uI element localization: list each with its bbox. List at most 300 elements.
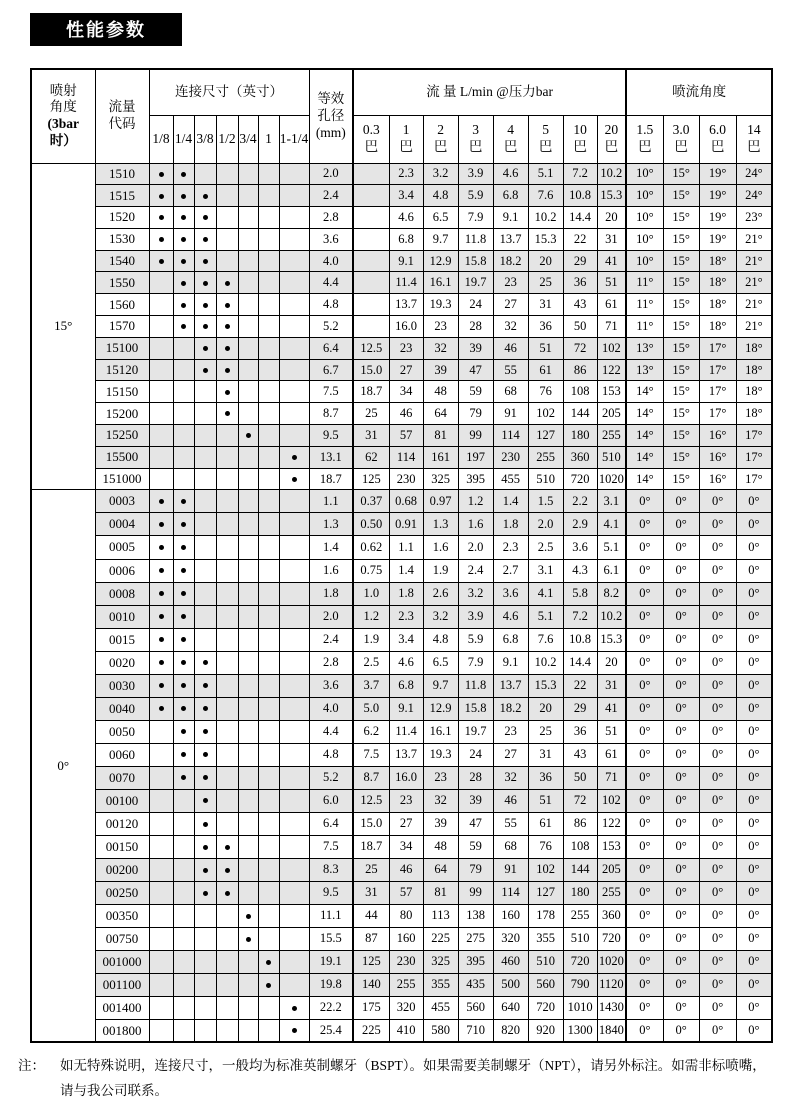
size-dot-cell — [173, 468, 194, 490]
angle-value-cell: 0° — [736, 973, 772, 996]
flow-value-cell: 1.9 — [423, 559, 458, 582]
size-dot-cell — [173, 973, 194, 996]
size-dot-cell — [238, 446, 258, 468]
angle-value-cell: 17° — [699, 403, 736, 425]
flow-value-cell: 1.4 — [389, 559, 423, 582]
size-dot-cell — [258, 381, 279, 403]
size-dot-cell — [238, 207, 258, 229]
orifice-cell: 1.3 — [309, 513, 353, 536]
flow-value-cell: 64 — [423, 403, 458, 425]
size-dot-cell — [149, 881, 173, 904]
flow-value-cell: 4.8 — [423, 185, 458, 207]
flow-value-cell: 255 — [597, 881, 626, 904]
size-dot-cell — [279, 228, 309, 250]
flow-code-cell: 001000 — [95, 950, 149, 973]
flow-code-cell: 15500 — [95, 446, 149, 468]
flow-value-cell: 3.7 — [353, 674, 389, 697]
dot-marker — [225, 281, 230, 286]
size-dot-cell — [258, 490, 279, 513]
size-dot-cell — [279, 359, 309, 381]
size-dot-cell — [238, 294, 258, 316]
size-dot-cell — [279, 163, 309, 185]
flow-value-cell: 7.9 — [458, 651, 493, 674]
size-dot-cell — [238, 766, 258, 789]
angle-value-cell: 0° — [663, 927, 699, 950]
angle-value-cell: 0° — [663, 559, 699, 582]
table-row-15250 — [31, 425, 772, 447]
orifice-cell: 19.8 — [309, 973, 353, 996]
size-dot-cell — [194, 720, 216, 743]
flow-code-cell: 00750 — [95, 927, 149, 950]
size-dot-cell — [258, 403, 279, 425]
angle-value-cell: 10° — [626, 228, 663, 250]
size-dot-cell — [173, 337, 194, 359]
flow-value-cell: 160 — [493, 904, 528, 927]
flow-value-cell: 255 — [597, 425, 626, 447]
size-dot-cell — [258, 513, 279, 536]
flow-code-cell: 0030 — [95, 674, 149, 697]
size-dot-cell — [194, 425, 216, 447]
flow-value-cell: 46 — [389, 403, 423, 425]
flow-value-cell: 2.3 — [389, 163, 423, 185]
flow-value-cell: 10.2 — [597, 163, 626, 185]
dot-marker — [203, 215, 208, 220]
flow-value-cell: 80 — [389, 904, 423, 927]
flow-code-cell: 15120 — [95, 359, 149, 381]
size-dot-cell — [216, 1019, 238, 1042]
flow-value-cell: 16.0 — [389, 316, 423, 338]
flow-value-cell: 6.5 — [423, 207, 458, 229]
flow-value-cell: 102 — [528, 858, 563, 881]
size-dot-cell — [194, 674, 216, 697]
flow-value-cell: 32 — [423, 789, 458, 812]
size-dot-cell — [279, 743, 309, 766]
angle-value-cell: 0° — [699, 996, 736, 1019]
flow-value-cell: 2.6 — [423, 582, 458, 605]
angle-value-cell: 17° — [736, 446, 772, 468]
table-row-0040 — [31, 697, 772, 720]
flow-value-cell: 790 — [563, 973, 597, 996]
angle-value-cell: 15° — [663, 381, 699, 403]
angle-value-cell: 18° — [699, 294, 736, 316]
flow-value-cell: 3.4 — [389, 185, 423, 207]
dot-marker — [203, 775, 208, 780]
flow-value-cell: 51 — [528, 789, 563, 812]
size-dot-cell — [149, 697, 173, 720]
flow-value-cell: 720 — [528, 996, 563, 1019]
orifice-cell: 6.0 — [309, 789, 353, 812]
orifice-cell: 1.8 — [309, 582, 353, 605]
size-dot-cell — [173, 359, 194, 381]
angle-value-cell: 0° — [663, 789, 699, 812]
size-dot-cell — [149, 559, 173, 582]
size-dot-cell — [194, 697, 216, 720]
flow-value-cell: 23 — [423, 766, 458, 789]
dot-marker — [159, 499, 164, 504]
dot-marker — [181, 259, 186, 264]
flow-value-cell: 1300 — [563, 1019, 597, 1042]
size-dot-cell — [258, 605, 279, 628]
flow-value-cell: 3.1 — [528, 559, 563, 582]
size-dot-cell — [173, 950, 194, 973]
size-dot-cell — [194, 927, 216, 950]
flow-value-cell: 7.6 — [528, 185, 563, 207]
flow-code-cell: 00350 — [95, 904, 149, 927]
flow-value-cell: 275 — [458, 927, 493, 950]
header-spray-angle-line3: (3bar — [47, 116, 79, 132]
angle-value-cell: 0° — [699, 605, 736, 628]
angle-value-cell: 0° — [626, 996, 663, 1019]
flow-value-cell: 76 — [528, 835, 563, 858]
flow-value-cell: 31 — [597, 674, 626, 697]
flow-value-cell: 43 — [563, 743, 597, 766]
size-dot-cell — [149, 536, 173, 559]
dot-marker — [159, 637, 164, 642]
flow-value-cell: 61 — [597, 294, 626, 316]
size-dot-cell — [258, 720, 279, 743]
angle-value-cell: 24° — [736, 185, 772, 207]
size-dot-cell — [216, 927, 238, 950]
size-dot-cell — [279, 490, 309, 513]
angle-value-cell: 10° — [626, 185, 663, 207]
dot-marker — [266, 960, 271, 965]
dot-marker — [225, 346, 230, 351]
flow-value-cell: 55 — [493, 359, 528, 381]
size-dot-cell — [194, 294, 216, 316]
angle-value-cell: 0° — [736, 513, 772, 536]
size-dot-cell — [258, 904, 279, 927]
table-row-00250 — [31, 881, 772, 904]
angle-value-cell: 0° — [736, 835, 772, 858]
table-row-0005 — [31, 536, 772, 559]
size-dot-cell — [258, 316, 279, 338]
flow-value-cell: 10.8 — [563, 185, 597, 207]
angle-value-cell: 0° — [663, 858, 699, 881]
header-size-1-8: 1/8 — [149, 115, 173, 163]
size-dot-cell — [279, 789, 309, 812]
angle-value-cell: 0° — [663, 904, 699, 927]
angle-value-cell: 10° — [626, 207, 663, 229]
flow-value-cell: 76 — [528, 381, 563, 403]
flow-value-cell: 360 — [597, 904, 626, 927]
dot-marker — [246, 433, 251, 438]
size-dot-cell — [279, 674, 309, 697]
angle-value-cell: 0° — [736, 881, 772, 904]
header-pressure-0-3bar: 0.3 巴 — [353, 115, 389, 163]
size-dot-cell — [149, 812, 173, 835]
header-pressure-20bar: 20 巴 — [597, 115, 626, 163]
size-dot-cell — [279, 605, 309, 628]
angle-value-cell: 0° — [626, 513, 663, 536]
flow-value-cell: 455 — [423, 996, 458, 1019]
size-dot-cell — [279, 835, 309, 858]
size-dot-cell — [216, 697, 238, 720]
size-dot-cell — [216, 163, 238, 185]
size-dot-cell — [149, 513, 173, 536]
flow-value-cell: 3.1 — [597, 490, 626, 513]
size-dot-cell — [258, 743, 279, 766]
dot-marker — [225, 303, 230, 308]
header-flow-code-line1: 流量 — [108, 99, 136, 115]
size-dot-cell — [216, 904, 238, 927]
size-dot-cell — [216, 582, 238, 605]
angle-value-cell: 15° — [663, 228, 699, 250]
flow-value-cell — [353, 316, 389, 338]
flow-value-cell: 16.1 — [423, 720, 458, 743]
flow-value-cell: 114 — [493, 881, 528, 904]
size-dot-cell — [279, 207, 309, 229]
flow-code-cell: 001400 — [95, 996, 149, 1019]
angle-value-cell: 19° — [699, 228, 736, 250]
flow-value-cell: 3.2 — [423, 605, 458, 628]
angle-value-cell: 15° — [663, 185, 699, 207]
flow-value-cell: 161 — [423, 446, 458, 468]
flow-value-cell: 197 — [458, 446, 493, 468]
size-dot-cell — [238, 835, 258, 858]
angle-value-cell: 0° — [626, 743, 663, 766]
flow-value-cell: 11.8 — [458, 674, 493, 697]
size-dot-cell — [216, 316, 238, 338]
header-size-1-2: 1/2 — [216, 115, 238, 163]
flow-value-cell: 12.5 — [353, 337, 389, 359]
flow-value-cell: 25 — [353, 403, 389, 425]
flow-value-cell: 41 — [597, 697, 626, 720]
dot-marker — [203, 868, 208, 873]
size-dot-cell — [194, 996, 216, 1019]
angle-value-cell: 0° — [663, 697, 699, 720]
size-dot-cell — [173, 1019, 194, 1042]
size-dot-cell — [279, 904, 309, 927]
orifice-cell: 8.3 — [309, 858, 353, 881]
size-dot-cell — [238, 381, 258, 403]
flow-value-cell: 57 — [389, 425, 423, 447]
dot-marker — [181, 172, 186, 177]
flow-value-cell: 108 — [563, 835, 597, 858]
flow-value-cell: 1.3 — [423, 513, 458, 536]
size-dot-cell — [238, 950, 258, 973]
flow-value-cell: 20 — [597, 651, 626, 674]
dot-marker — [181, 545, 186, 550]
flow-value-cell: 11.4 — [389, 272, 423, 294]
flow-code-cell: 00200 — [95, 858, 149, 881]
size-dot-cell — [216, 490, 238, 513]
angle-value-cell: 0° — [699, 513, 736, 536]
angle-value-cell: 13° — [626, 337, 663, 359]
orifice-cell: 11.1 — [309, 904, 353, 927]
flow-value-cell: 15.8 — [458, 697, 493, 720]
table-row-0010 — [31, 605, 772, 628]
angle-value-cell: 0° — [699, 927, 736, 950]
size-dot-cell — [149, 628, 173, 651]
angle-value-cell: 13° — [626, 359, 663, 381]
flow-value-cell: 710 — [458, 1019, 493, 1042]
flow-value-cell: 125 — [353, 468, 389, 490]
angle-value-cell: 0° — [663, 720, 699, 743]
size-dot-cell — [258, 812, 279, 835]
angle-value-cell: 11° — [626, 294, 663, 316]
table-row-0030 — [31, 674, 772, 697]
table-row-001100 — [31, 973, 772, 996]
size-dot-cell — [279, 381, 309, 403]
flow-value-cell: 86 — [563, 359, 597, 381]
header-size-1-4: 1/4 — [173, 115, 194, 163]
size-dot-cell — [258, 950, 279, 973]
size-dot-cell — [258, 272, 279, 294]
table-row-00750 — [31, 927, 772, 950]
angle-value-cell: 15° — [663, 403, 699, 425]
flow-value-cell: 47 — [458, 812, 493, 835]
angle-value-cell: 19° — [699, 207, 736, 229]
table-row-0060 — [31, 743, 772, 766]
dot-marker — [181, 752, 186, 757]
flow-value-cell: 3.9 — [458, 163, 493, 185]
header-angle-pressure-14bar: 14 巴 — [736, 115, 772, 163]
size-dot-cell — [194, 490, 216, 513]
angle-value-cell: 0° — [626, 927, 663, 950]
angle-value-cell: 17° — [699, 337, 736, 359]
flow-code-cell: 15250 — [95, 425, 149, 447]
flow-value-cell: 1430 — [597, 996, 626, 1019]
flow-value-cell: 25 — [353, 858, 389, 881]
flow-value-cell: 6.5 — [423, 651, 458, 674]
dot-marker — [203, 324, 208, 329]
size-dot-cell — [258, 163, 279, 185]
size-dot-cell — [194, 446, 216, 468]
angle-value-cell: 15° — [663, 294, 699, 316]
flow-value-cell: 140 — [353, 973, 389, 996]
dot-marker — [203, 346, 208, 351]
orifice-cell: 25.4 — [309, 1019, 353, 1042]
flow-value-cell: 13.7 — [389, 294, 423, 316]
flow-value-cell: 39 — [458, 337, 493, 359]
flow-value-cell: 25 — [528, 272, 563, 294]
dot-marker — [203, 303, 208, 308]
orifice-cell: 3.6 — [309, 674, 353, 697]
flow-value-cell: 51 — [597, 272, 626, 294]
angle-value-cell: 0° — [663, 605, 699, 628]
dot-marker — [159, 172, 164, 177]
table-row-0008 — [31, 582, 772, 605]
angle-value-cell: 14° — [626, 381, 663, 403]
size-dot-cell — [258, 973, 279, 996]
size-dot-cell — [216, 250, 238, 272]
size-dot-cell — [258, 996, 279, 1019]
flow-value-cell: 1.6 — [458, 513, 493, 536]
flow-value-cell: 91 — [493, 403, 528, 425]
size-dot-cell — [173, 996, 194, 1019]
angle-value-cell: 15° — [663, 337, 699, 359]
orifice-cell: 5.2 — [309, 316, 353, 338]
orifice-cell: 2.0 — [309, 605, 353, 628]
flow-value-cell: 27 — [493, 743, 528, 766]
size-dot-cell — [238, 927, 258, 950]
size-dot-cell — [149, 835, 173, 858]
flow-value-cell: 720 — [597, 927, 626, 950]
flow-value-cell: 55 — [493, 812, 528, 835]
flow-value-cell: 7.6 — [528, 628, 563, 651]
orifice-cell: 1.4 — [309, 536, 353, 559]
header-angle-pressure-3bar: 3.0 巴 — [663, 115, 699, 163]
flow-value-cell: 15.0 — [353, 359, 389, 381]
dot-marker — [203, 281, 208, 286]
angle-value-cell: 0° — [699, 536, 736, 559]
flow-value-cell: 435 — [458, 973, 493, 996]
angle-value-cell: 0° — [626, 789, 663, 812]
flow-value-cell: 13.7 — [493, 674, 528, 697]
size-dot-cell — [258, 789, 279, 812]
flow-value-cell: 71 — [597, 766, 626, 789]
dot-marker — [181, 637, 186, 642]
flow-value-cell: 325 — [423, 950, 458, 973]
flow-value-cell: 114 — [493, 425, 528, 447]
size-dot-cell — [279, 927, 309, 950]
flow-value-cell: 9.1 — [389, 250, 423, 272]
flow-value-cell: 2.7 — [493, 559, 528, 582]
dot-marker — [159, 215, 164, 220]
orifice-cell: 22.2 — [309, 996, 353, 1019]
size-dot-cell — [173, 490, 194, 513]
angle-value-cell: 0° — [626, 835, 663, 858]
size-dot-cell — [194, 468, 216, 490]
angle-value-cell: 15° — [663, 468, 699, 490]
flow-value-cell: 138 — [458, 904, 493, 927]
size-dot-cell — [238, 272, 258, 294]
flow-value-cell: 2.9 — [563, 513, 597, 536]
flow-value-cell: 3.2 — [458, 582, 493, 605]
flow-value-cell: 225 — [353, 1019, 389, 1042]
flow-value-cell: 8.2 — [597, 582, 626, 605]
size-dot-cell — [216, 881, 238, 904]
flow-value-cell: 6.8 — [493, 185, 528, 207]
flow-value-cell: 15.8 — [458, 250, 493, 272]
angle-value-cell: 18° — [699, 250, 736, 272]
flow-value-cell: 48 — [423, 381, 458, 403]
header-orifice — [309, 69, 353, 163]
flow-value-cell: 57 — [389, 881, 423, 904]
dot-marker — [159, 614, 164, 619]
angle-value-cell: 0° — [736, 766, 772, 789]
size-dot-cell — [173, 720, 194, 743]
size-dot-cell — [149, 904, 173, 927]
size-dot-cell — [194, 1019, 216, 1042]
size-dot-cell — [216, 628, 238, 651]
table-row-001400 — [31, 996, 772, 1019]
angle-value-cell: 24° — [736, 163, 772, 185]
header-orifice-unit: (mm) — [315, 124, 346, 140]
angle-value-cell: 0° — [736, 789, 772, 812]
angle-value-cell: 0° — [736, 1019, 772, 1042]
size-dot-cell — [238, 490, 258, 513]
size-dot-cell — [238, 536, 258, 559]
flow-code-cell: 15150 — [95, 381, 149, 403]
size-dot-cell — [279, 272, 309, 294]
flow-value-cell: 81 — [423, 425, 458, 447]
flow-value-cell: 6.2 — [353, 720, 389, 743]
size-dot-cell — [173, 881, 194, 904]
flow-value-cell: 102 — [528, 403, 563, 425]
size-dot-cell — [216, 950, 238, 973]
table-row-00200 — [31, 858, 772, 881]
size-dot-cell — [173, 513, 194, 536]
orifice-cell: 1.1 — [309, 490, 353, 513]
section-spray-angle: 0° — [31, 490, 95, 1042]
flow-value-cell: 6.8 — [493, 628, 528, 651]
size-dot-cell — [279, 973, 309, 996]
flow-code-cell: 0015 — [95, 628, 149, 651]
dot-marker — [203, 194, 208, 199]
flow-value-cell: 31 — [528, 294, 563, 316]
angle-value-cell: 0° — [663, 674, 699, 697]
